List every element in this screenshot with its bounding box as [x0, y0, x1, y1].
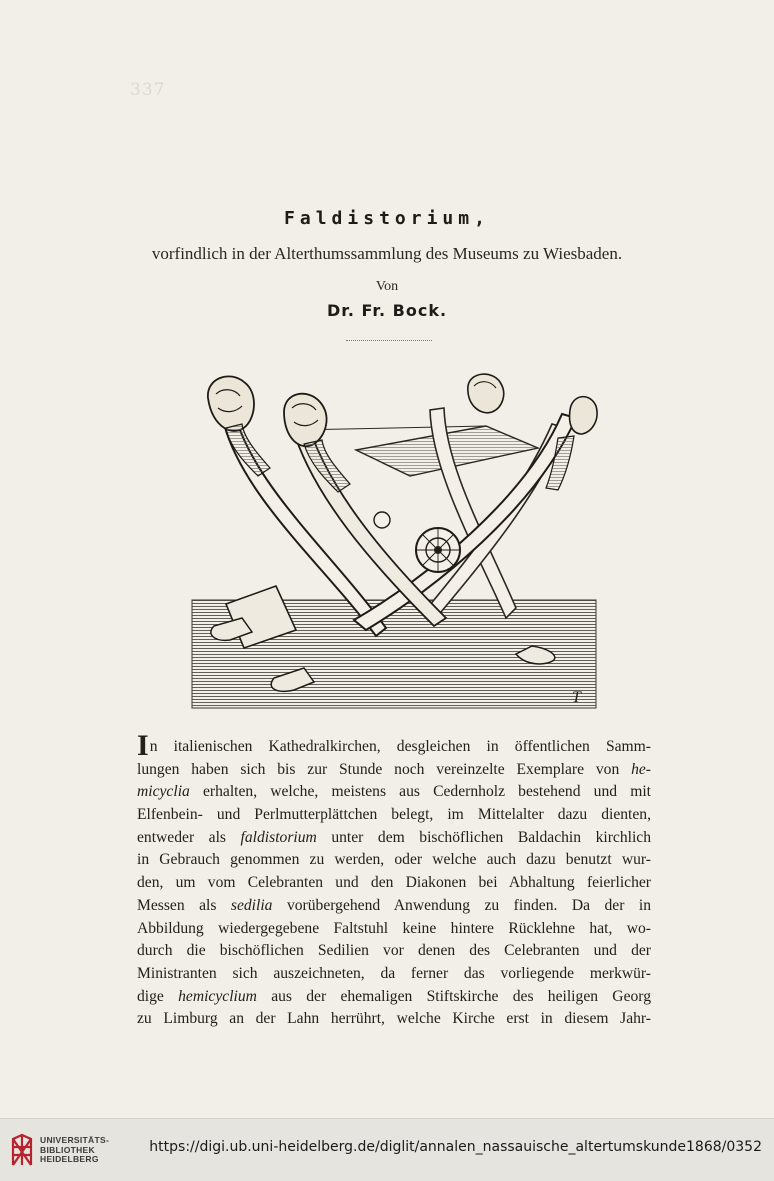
body-line: Ministranten sich auszeichneten, da ferner das vorliegende merkwür-: [137, 964, 651, 982]
body-line: lungen haben sich bis zur Stunde noch vereinzelte Exemplare von he-: [137, 760, 651, 778]
faldistorium-illustration: [186, 368, 602, 712]
article-title: Faldistorium,: [284, 208, 490, 229]
viewer-footer: [0, 1118, 774, 1181]
italic-term: he-: [631, 760, 651, 778]
drop-initial: I: [137, 729, 149, 762]
article-subtitle: vorfindlich in der Alterthumssammlung des Museums zu Wiesbaden.: [151, 244, 623, 263]
body-line: dige hemicyclium aus der ehemaligen Stiftskirche des heiligen Georg: [137, 987, 651, 1005]
italic-term: micyclia: [137, 783, 190, 801]
byline-von: Von: [375, 279, 399, 294]
lion-head-back-left: [468, 374, 504, 413]
body-line: in Gebrauch genommen zu werden, oder welche auch dazu benutzt wur-: [137, 851, 651, 869]
body-line: In italienischen Kathedralkirchen, desgleichen in öffentlichen Samm-: [137, 729, 651, 762]
university-logo-icon: [10, 1133, 34, 1167]
body-line: Abbildung wiedergegebene Faltstuhl keine hintere Rücklehne hat, wo-: [137, 919, 651, 937]
page-number: 337: [130, 80, 166, 100]
rosette-ornament: [416, 528, 460, 572]
body-text: [137, 729, 652, 1031]
italic-term: hemicyclium: [178, 987, 257, 1005]
body-line: zu Limburg an der Lahn herrührt, welche Kirche erst in diesem Jahr-: [137, 1010, 651, 1028]
institution-name: UNIVERSITÄTS- BIBLIOTHEK HEIDELBERG: [40, 1135, 110, 1164]
ornamental-divider: [346, 340, 432, 341]
body-line: entweder als faldistorium unter dem bischöflichen Baldachin kirchlich: [137, 828, 652, 846]
body-line: micyclia erhalten, welche, meistens aus Cedernholz bestehend und mit: [137, 783, 651, 801]
italic-term: faldistorium: [240, 828, 317, 846]
author-name: Dr. Fr. Bock.: [326, 301, 448, 320]
body-line: durch die bischöflichen Sedilien vor denen des Celebranten und der: [137, 942, 651, 960]
body-line: Elfenbein- und Perlmutterplättchen belegt, im Mittelalter dazu dienten,: [137, 806, 651, 824]
body-line: den, um vom Celebranten und den Diakonen bei Abhaltung feierlicher: [137, 874, 651, 892]
body-line: Messen als sedilia vorübergehend Anwendung zu finden. Da der in: [137, 896, 651, 914]
permalink-url[interactable]: https://digi.ub.uni-heidelberg.de/diglit/annalen_nassauische_altertumskunde1868/0352: [149, 1139, 762, 1155]
engraver-signature: T: [572, 689, 581, 706]
italic-term: sedilia: [230, 896, 273, 914]
